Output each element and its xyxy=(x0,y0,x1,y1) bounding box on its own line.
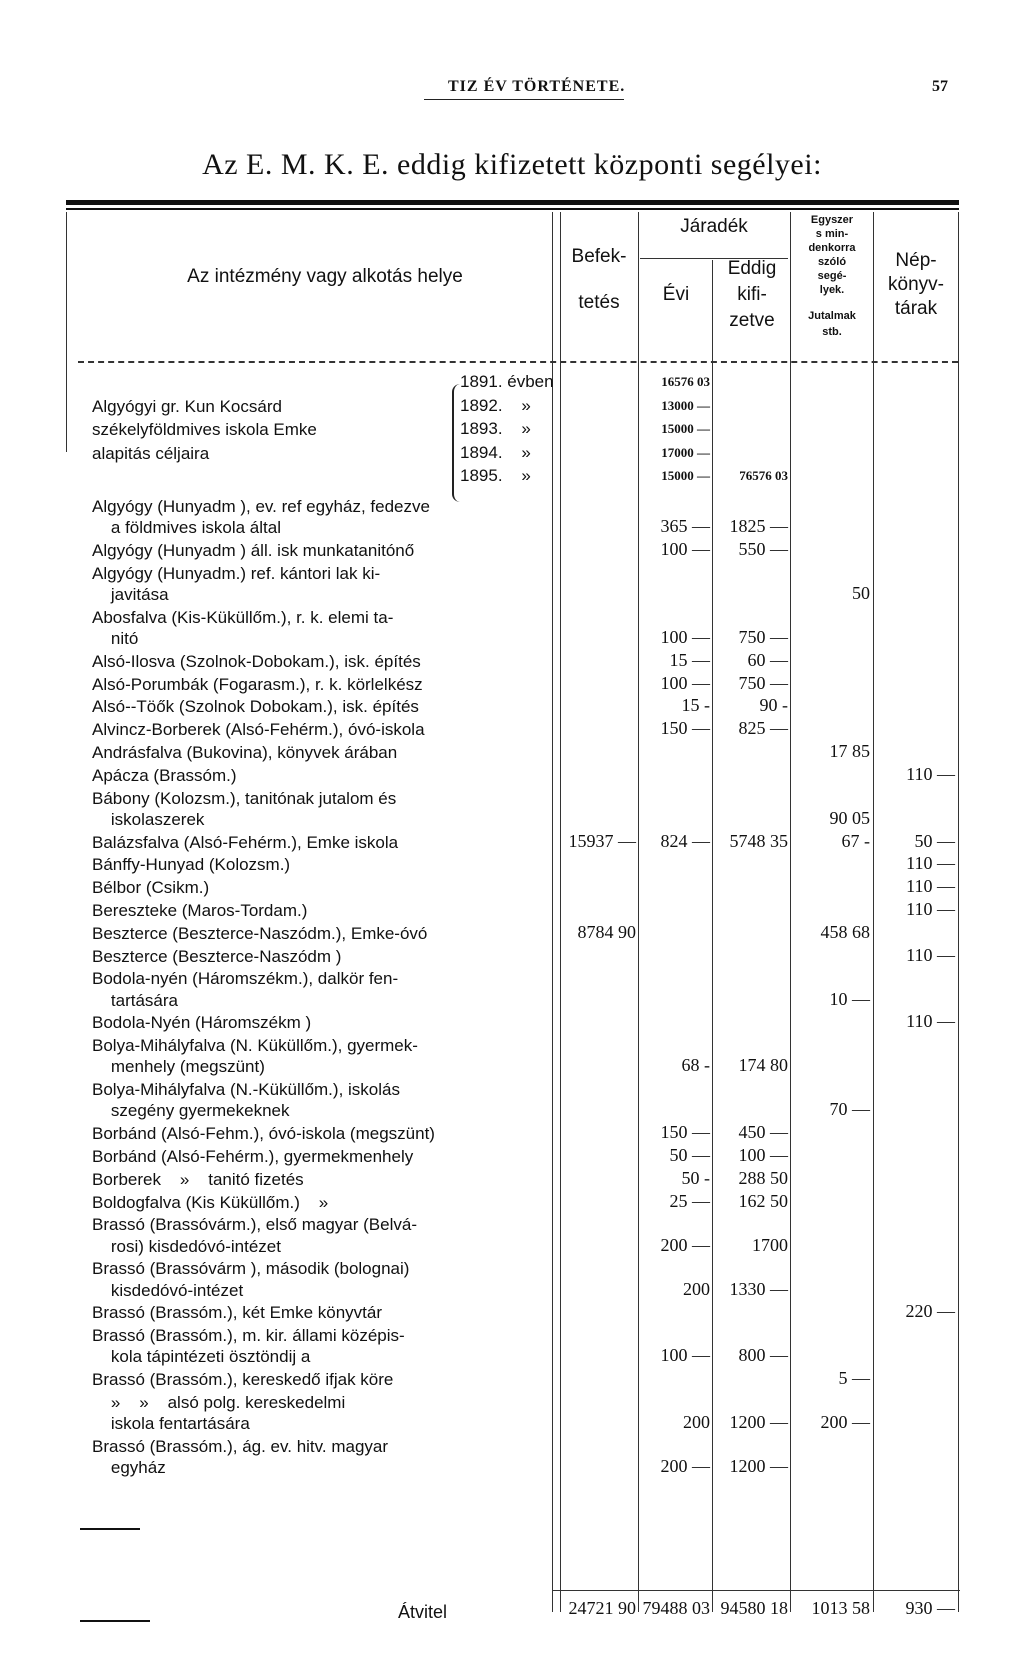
header-egyszer-3: denkorra xyxy=(808,242,856,254)
cell-evi: 200 xyxy=(683,1412,710,1433)
cell-egyszer: 70 — xyxy=(829,1099,870,1120)
row-place-text: Alsó-Porumbák (Fogarasm.), r. k. körlelkész xyxy=(92,674,423,694)
cell-evi: 100 — xyxy=(660,539,710,559)
group-evi-2: 15000 — xyxy=(661,421,710,436)
col-rule-egyszer xyxy=(790,212,791,1612)
year-4: 1895. » xyxy=(460,466,531,485)
row-place-text: Bodola-Nyén (Háromszékm ) xyxy=(92,1013,312,1033)
cell-nep: 110 — xyxy=(906,899,955,919)
cell-evi: 100 — xyxy=(660,1345,710,1366)
header-egyszer-4: szóló xyxy=(817,256,847,268)
col-rule-left xyxy=(66,212,67,452)
cell-eddig: 800 — xyxy=(738,1345,788,1366)
col-rule-right xyxy=(958,212,959,1612)
cell-eddig: 60 — xyxy=(747,649,788,670)
header-nep-1: Nép- xyxy=(895,250,937,271)
total-evi: 79488 03 xyxy=(642,1598,710,1618)
total-eddig: 94580 18 xyxy=(720,1598,788,1618)
cell-nep: 110 — xyxy=(906,763,955,784)
cell-egyszer: 10 — xyxy=(829,988,870,1009)
col-rule-befek xyxy=(552,212,553,1612)
header-jaradek: Járadék xyxy=(680,216,748,237)
row-place-text: Boldogfalva (Kis Küküllőm.) » xyxy=(92,1192,329,1212)
col-rule-befek-2 xyxy=(560,212,561,1612)
cell-eddig: 288 50 xyxy=(738,1167,788,1188)
row-place-text: kola tápintézeti ösztöndij a xyxy=(92,1347,311,1367)
header-place: Az intézmény vagy alkotás helye xyxy=(187,266,463,287)
header-egyszer-8: stb. xyxy=(822,326,842,338)
row-place-text: iskolaszerek xyxy=(92,809,205,829)
cell-egyszer: 458 68 xyxy=(820,921,870,942)
cell-eddig: 450 — xyxy=(738,1122,788,1143)
row-place-text: kisdedóvó-intézet xyxy=(92,1280,244,1300)
header-befek-2: tetés xyxy=(578,292,620,313)
year-2: 1893. » xyxy=(460,419,531,438)
row-place-text: Borberek » tanitó fizetés xyxy=(92,1169,304,1189)
cell-evi: 15 — xyxy=(669,649,710,670)
page-title: Az E. M. K. E. eddig kifizetett központi segélyei: xyxy=(202,148,822,181)
cell-eddig: 5748 35 xyxy=(729,830,788,851)
row-place-text: Brassó (Brassóm.), m. kir. állami középis- xyxy=(92,1326,405,1346)
table-top-rule xyxy=(66,200,959,205)
year-3: 1894. » xyxy=(460,442,531,462)
cell-eddig: 174 80 xyxy=(738,1055,788,1076)
row-place-text: Bánffy-Hunyad (Kolozsm.) xyxy=(92,855,291,875)
row-place-text: Alsó--Töők (Szolnok Dobokam.), isk. építés xyxy=(92,697,419,717)
row-place-text: Bolya-Mihályfalva (N.-Küküllőm.), iskolás xyxy=(92,1080,400,1100)
group-line-1: székelyföldmives iskola Emke xyxy=(92,420,317,439)
row-place-text: Borbánd (Alsó-Fehérm.), gyermekmenhely xyxy=(92,1147,414,1166)
row-place-text: Abosfalva (Kis-Küküllőm.), r. k. elemi ta- xyxy=(92,607,394,627)
total-rule xyxy=(552,1590,960,1591)
col-rule-evi xyxy=(638,212,639,1612)
table-top-rule-thin xyxy=(66,208,959,210)
row-place-text: Algyógy (Hunyadm.) ref. kántori lak ki- xyxy=(92,563,381,583)
cell-eddig: 90 - xyxy=(759,695,788,716)
cell-eddig: 1330 — xyxy=(729,1278,788,1299)
cell-befek: 8784 90 xyxy=(577,921,636,942)
cell-eddig: 100 — xyxy=(738,1145,788,1165)
cell-evi: 200 xyxy=(683,1278,710,1299)
row-place-text: Bodola-nyén (Háromszékm.), dalkör fen- xyxy=(92,969,399,989)
header-nep-3: tárak xyxy=(894,298,938,319)
row-place-text: Beszterce (Beszterce-Naszódm ) xyxy=(92,946,342,966)
footer-rule-bottom xyxy=(80,1620,150,1622)
year-0: 1891. évben xyxy=(460,372,554,391)
row-place-text: egyház xyxy=(92,1458,166,1478)
cell-eddig: 750 — xyxy=(738,672,788,693)
cell-evi: 150 — xyxy=(660,1122,710,1143)
row-place-text: Bélbor (Csikm.) xyxy=(92,878,210,898)
row-place-text: » » alsó polg. kereskedelmi xyxy=(92,1393,346,1412)
header-egyszer-1: Egyszer xyxy=(810,214,854,226)
cell-evi: 68 - xyxy=(681,1055,710,1076)
row-place-text: Brassó (Brassóm.), két Emke könyvtár xyxy=(92,1303,383,1323)
header-nep-2: könyv- xyxy=(888,274,944,295)
row-place-text: a földmives iskola által xyxy=(92,518,281,538)
row-place-text: Bábony (Kolozsm.), tanitónak jutalom és xyxy=(92,788,397,808)
year-1: 1892. » xyxy=(460,395,531,415)
running-head-rule xyxy=(424,99,624,100)
cell-evi: 100 — xyxy=(660,672,710,693)
cell-egyszer: 200 — xyxy=(820,1412,870,1433)
cell-evi: 824 — xyxy=(660,830,710,851)
total-befek: 24721 90 xyxy=(568,1598,636,1618)
row-place-text: rosi) kisdedóvó-intézet xyxy=(92,1236,281,1256)
cell-evi: 150 — xyxy=(660,718,710,739)
footer-rule-left xyxy=(80,1528,140,1530)
group-evi-4: 15000 — xyxy=(661,468,710,483)
row-place-text: Algyógy (Hunyadm ), ev. ref egyház, fedezve xyxy=(92,497,430,516)
cell-nep: 220 — xyxy=(905,1301,955,1322)
row-place-text: Bereszteke (Maros-Tordam.) xyxy=(92,901,308,920)
cell-evi: 15 - xyxy=(681,695,710,716)
cell-egyszer: 5 — xyxy=(838,1368,870,1389)
row-place-text: javitása xyxy=(92,585,169,604)
header-egyszer-5: segé- xyxy=(817,270,847,282)
page-number: 57 xyxy=(932,78,948,95)
cell-egyszer: 50 xyxy=(852,583,870,603)
cell-eddig: 750 — xyxy=(738,627,788,647)
row-place-text: Brassó (Brassóm.), ág. ev. hitv. magyar xyxy=(92,1437,389,1456)
total-label: Átvitel xyxy=(398,1602,448,1622)
row-place-text: nitó xyxy=(92,629,139,648)
cell-evi: 365 — xyxy=(660,516,710,537)
row-place-text: Apácza (Brassóm.) xyxy=(92,765,237,785)
cell-egyszer: 90 05 xyxy=(829,807,870,828)
cell-eddig: 162 50 xyxy=(738,1190,788,1211)
group-evi-3: 17000 — xyxy=(661,444,710,460)
cell-eddig: 1200 — xyxy=(729,1456,788,1477)
row-place-text: Borbánd (Alsó-Fehm.), óvó-iskola (megszünt) xyxy=(92,1124,435,1144)
row-place-text: menhely (megszünt) xyxy=(92,1057,265,1077)
cell-eddig: 1825 — xyxy=(729,516,788,537)
group-eddig: 76576 03 xyxy=(739,468,788,483)
group-line-2: alapitás céljaira xyxy=(92,443,210,463)
row-place-text: Bolya-Mihályfalva (N. Küküllőm.), gyermek- xyxy=(92,1036,418,1056)
row-place-text: Beszterce (Beszterce-Naszódm.), Emke-óvó xyxy=(92,923,428,943)
row-place-text: Alvincz-Borberek (Alsó-Fehérm.), óvó-iskola xyxy=(92,720,425,740)
header-befek-1: Befek- xyxy=(571,246,627,267)
cell-eddig: 1700 xyxy=(752,1234,788,1255)
cell-nep: 110 — xyxy=(906,853,955,874)
cell-eddig: 825 — xyxy=(738,718,788,739)
group-line-0: Algyógyi gr. Kun Kocsárd xyxy=(92,396,282,416)
cell-befek: 15937 — xyxy=(568,830,636,851)
header-egyszer-2: s min- xyxy=(815,228,849,240)
running-title: TIZ ÉV TÖRTÉNETE. xyxy=(448,78,626,95)
group-evi-1: 13000 — xyxy=(661,397,710,413)
row-place-text: szegény gyermekeknek xyxy=(92,1101,290,1121)
cell-nep: 110 — xyxy=(906,1011,955,1032)
cell-eddig: 1200 — xyxy=(729,1412,788,1433)
header-egyszer-6: lyek. xyxy=(819,284,845,296)
group-evi-0: 16576 03 xyxy=(661,374,710,389)
total-egyszer: 1013 58 xyxy=(811,1598,870,1618)
cell-evi: 200 — xyxy=(660,1234,710,1255)
row-place-text: Brassó (Brassóvárm ), második (bolognai) xyxy=(92,1259,410,1279)
cell-nep: 110 — xyxy=(906,876,955,897)
header-eddig-2: kifi- xyxy=(737,284,767,305)
cell-evi: 100 — xyxy=(660,627,710,647)
cell-evi: 50 - xyxy=(681,1167,710,1188)
row-place-text: iskola fentartására xyxy=(92,1414,250,1434)
header-eddig-3: zetve xyxy=(729,310,775,331)
cell-egyszer: 67 - xyxy=(841,830,870,851)
row-place-text: Alsó-Ilosva (Szolnok-Dobokam.), isk. építés xyxy=(92,651,421,671)
cell-evi: 50 — xyxy=(669,1145,710,1165)
cell-nep: 50 — xyxy=(914,830,955,851)
row-place-text: Brassó (Brassóm.), kereskedő ifjak köre xyxy=(92,1370,394,1390)
header-egyszer-7: Jutalmak xyxy=(808,310,856,322)
col-rule-eddig xyxy=(712,260,713,1612)
cell-egyszer: 17 85 xyxy=(829,741,870,761)
total-nep: 930 — xyxy=(905,1598,955,1618)
header-eddig-1: Eddig xyxy=(727,258,777,279)
header-separator xyxy=(78,361,958,363)
cell-nep: 110 — xyxy=(906,944,955,965)
row-place-text: Algyógy (Hunyadm ) áll. isk munkatanitónő xyxy=(92,541,415,560)
cell-evi: 25 — xyxy=(669,1190,710,1211)
cell-evi: 200 — xyxy=(660,1456,710,1477)
cell-eddig: 550 — xyxy=(738,539,788,559)
row-place-text: Andrásfalva (Bukovina), könyvek árában xyxy=(92,743,398,762)
row-place-text: Brassó (Brassóvárm.), első magyar (Belvá- xyxy=(92,1215,417,1235)
header-evi: Évi xyxy=(662,284,690,305)
row-place-text: tartására xyxy=(92,990,178,1010)
row-place-text: Balázsfalva (Alsó-Fehérm.), Emke iskola xyxy=(92,832,399,852)
